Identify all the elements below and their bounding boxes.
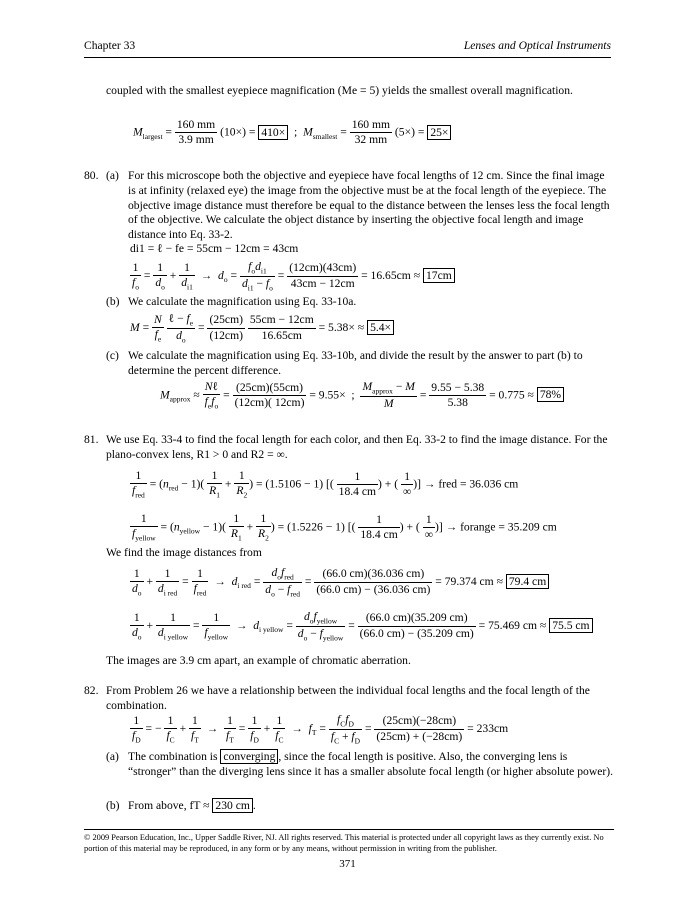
part-label-82b: (b)	[106, 799, 120, 812]
answer-box-82a: converging	[220, 749, 278, 764]
equation-81-fyellow: $\frac{1}{f_{yellow}}$ = $(n_{yellow} - 1)$( $\frac{1}{R_1}$ + $\frac{1}{R_2}$ ) = (1.5226 − 1) [( $\frac{1}{18.4 cm}$ ) + ( $\frac{1}{\infty}$ )] → forange = 35.209 cm	[132, 512, 557, 543]
answer-box-81-red: 79.4 cm	[506, 574, 549, 589]
intro-equation: $M_{largest}$ = $\frac{160 mm}{3.9 mm}$ (10×) = 410× ; $M_{smallest}$ = $\frac{160 mm}{32 mm}$ (5×) = 25×	[133, 118, 451, 148]
part-label-80b: (b)	[106, 295, 120, 308]
problem-80a-text: For this microscope both the objective and eyepiece have focal lengths of 12 cm. Since the final image is at infinity (relaxed eye) the image from the objective must be at the focal length of the eyepiece. The objective image distance must therefore be equal to the distance between the lenses less the focal length of the objective. We calculate the object distance by inserting the objective focal length and image distance into Eq. 33-2.	[128, 169, 610, 242]
equation-80-approx: $M_{approx}$ ≈ $\frac{\text{Nℓ}}{f_ef_o}$ = $\frac{(25cm)(55cm)}{(12cm)( 12cm)}$ = 9.55× ; $\frac{M_{approx} - M}{M}$ = $\frac{9.55 - 5.38}{5.38}$ = 0.775 ≈ 78%	[160, 380, 564, 411]
answer-box-81-yellow: 75.5 cm	[549, 618, 592, 633]
problem-82a-text: The combination is converging , since the focal length is positive. Also, the converging lens is “stronger” than the diverging lens since it has a smaller absolute focal length (or higher absolute power).	[128, 750, 613, 778]
equation-81-dyellow: $\frac{1}{d_o}$ + $\frac{1}{d_{i yellow}}$ = $\frac{1}{f_{yellow}}$ → $d_{i yellow}$ = $\frac{d_of_{yellow}}{d_o - f_{yellow}}$ = $\frac{(66.0 cm)(35.209 cm)}{(66.0 cm) - (35.209 cm)}$ = 75.469 cm ≈ 75.5 cm	[130, 610, 593, 642]
part-label-80a: (a)	[106, 169, 119, 182]
answer-box-smallest: 25×	[427, 125, 451, 140]
equation-81-fred: $\frac{1}{f_{red}}$ = $(n_{red} - 1)$( $\frac{1}{R_1}$ + $\frac{1}{R_2}$ ) = (1.5106 − 1) [( $\frac{1}{18.4 cm}$ ) + ( $\frac{1}{\infty}$ )] → fred = 36.036 cm	[132, 469, 519, 500]
equation-80-do: $\frac{1}{f_o}$ = $\frac{1}{d_o}$ + $\frac{1}{d_{i1}}$ → $d_o$ = $\frac{f_od_{i1}}{d_{i1} - f_o}$ = $\frac{(12cm)(43cm)}{43cm - 12cm}$ = 16.65cm ≈ 17cm	[130, 260, 455, 292]
part-label-82a: (a)	[106, 750, 119, 763]
equation-80-magnification: M = $\frac{N}{f_e}$ $\frac{\ell - f_e}{d_o}$ = $\frac{(25cm)}{(12cm)}$ $\frac{55cm - 12cm}{16.65cm}$ = 5.38× ≈ 5.4×	[130, 312, 394, 344]
equation-80-di1: di1 = ℓ − fe = 55cm − 12cm = 43cm	[130, 242, 299, 255]
problem-number-80: 80.	[84, 169, 99, 182]
problem-81-closing: The images are 3.9 cm apart, an example of chromatic aberration.	[106, 654, 411, 667]
equation-81-dred: $\frac{1}{d_o}$ + $\frac{1}{d_{i red}}$ = $\frac{1}{f_{red}}$ → $d_{i red}$ = $\frac{d_of_{red}}{d_o - f_{red}}$ = $\frac{(66.0 cm)(36.036 cm)}{(66.0 cm) - (36.036 cm)}$ = 79.374 cm ≈ 79.4 cm	[130, 566, 549, 598]
problem-number-82: 82.	[84, 684, 99, 697]
problem-82b-text: From above, fT ≈ 230 cm .	[128, 799, 256, 812]
part-label-80c: (c)	[106, 349, 119, 362]
answer-box-82b: 230 cm	[212, 798, 252, 813]
answer-box-80c: 78%	[537, 387, 564, 402]
equation-82: $\frac{1}{f_D}$ = − $\frac{1}{f_C}$ + $\frac{1}{f_T}$ → $\frac{1}{f_T}$ = $\frac{1}{f_D}$ + $\frac{1}{f_C}$ → $f_T$ = $\frac{f_Cf_D}{f_C + f_D}$ = $\frac{(25cm)(-28cm)}{(25cm) + (-28cm)}$ = 233cm	[132, 713, 509, 745]
problem-81-find-text: We find the image distances from	[106, 546, 262, 559]
problem-81-text: We use Eq. 33-4 to find the focal length for each color, and then Eq. 33-2 to find the image distance. For the plano-convex lens, R1 > 0 and R2 = ∞.	[106, 433, 608, 461]
copyright-footer: © 2009 Pearson Education, Inc., Upper Saddle River, NJ. All rights reserved. This material is protected under all copyright laws as they currently exist. No portion of this material may be reproduced, in any form or by any means, without permission in writing from the publisher.	[84, 829, 614, 855]
chapter-title: Lenses and Optical Instruments	[463, 39, 611, 52]
answer-box-80a: 17cm	[423, 268, 455, 283]
page-header	[84, 39, 611, 58]
answer-box-80b: 5.4×	[367, 320, 394, 335]
problem-82-text: From Problem 26 we have a relationship between the individual focal lengths and the focal length of the combination.	[106, 684, 590, 712]
page-number: 371	[339, 858, 356, 870]
answer-box-largest: 410×	[258, 125, 288, 140]
chapter-label: Chapter 33	[84, 39, 136, 52]
problem-80c-text: We calculate the magnification using Eq. 33-10b, and divide the result by the answer to part (b) to determine the percent difference.	[128, 349, 583, 377]
problem-number-81: 81.	[84, 433, 99, 446]
problem-80b-text: We calculate the magnification using Eq. 33-10a.	[128, 295, 357, 308]
intro-paragraph: coupled with the smallest eyepiece magnification (Me = 5) yields the smallest overall magnification.	[106, 84, 573, 97]
